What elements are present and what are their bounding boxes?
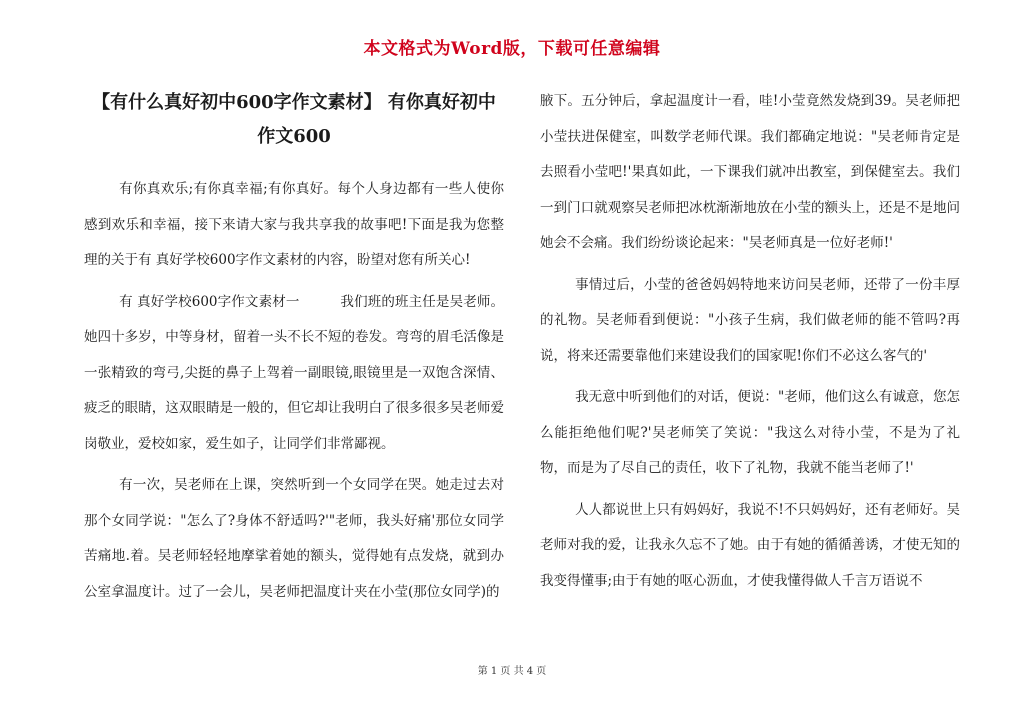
page-number: 第 1 页 共 4 页 [477,666,547,677]
paragraph: 事情过后，小莹的爸爸妈妈特地来访问吴老师，还带了一份丰厚的礼物。吴老师看到便说："小孩子生病，我们做老师的能不管吗?再说，将来还需要靠他们来建设我们的国家呢!你们不必这么客气的' [540,276,960,364]
article-title: 【有什么真好初中600字作文素材】 有你真好初中作文600 [92,92,496,147]
word-format-banner: 本文格式为Word版，下载可任意编辑 [363,39,661,59]
paragraph: 有你真欢乐;有你真幸福;有你真好。每个人身边都有一些人使你感到欢乐和幸福，接下来请大家与我共享我的故事吧!下面是我为您整理的关于有 真好学校600字作文素材的内容，盼望对您有所关心! [84,181,504,268]
left-column [84,84,504,616]
paragraph: 有一次，吴老师在上课，突然听到一个女同学在哭。她走过去对那个女同学说："怎么了?身体不舒适吗?'"老师，我头好痛'那位女同学苦痛地.着。吴老师轻轻地摩挲着她的额头，觉得她有点发烧，就到办公室拿温度计。过了一会儿，吴老师把温度计夹在小莹(那位女同学)的 [84,477,504,600]
right-column [540,84,960,605]
paragraph: 有 真好学校600字作文素材一 我们班的班主任是吴老师。她四十多岁，中等身材，留着一头不长不短的卷发。弯弯的眉毛活像是一张精致的弯弓,尖挺的鼻子上驾着一副眼镜,眼镜里是一双饱含深情、疲乏的眼睛，这双眼睛是一般的，但它却让我明白了很多很多吴老师爱岗敬业，爱校如家，爱生如子，让同学们非常鄙视。 [84,293,504,452]
paragraph: 我无意中听到他们的对话，便说："老师，他们这么有诚意，您怎么能拒绝他们呢?'吴老师笑了笑说："我这么对待小莹，不是为了礼物，而是为了尽自己的责任，收下了礼物，我就不能当老师了!' [540,389,960,476]
paragraph: 腋下。五分钟后，拿起温度计一看，哇!小莹竟然发烧到39。吴老师把小莹扶进保健室，叫数学老师代课。我们都确定地说："吴老师肯定是去照看小莹吧!'果真如此，一下课我们就冲出教室，到保健室去。我们一到门口就观察吴老师把冰枕渐渐地放在小莹的额头上，还是不是地问她会不会痛。我们纷纷谈论起来："吴老师真是一位好老师!' [540,93,960,251]
paragraph: 人人都说世上只有妈妈好，我说不!不只妈妈好，还有老师好。吴老师对我的爱，让我永久忘不了她。由于有她的循循善诱，才使无知的我变得懂事;由于有她的呕心沥血，才使我懂得做人千言万语说不 [540,501,960,589]
